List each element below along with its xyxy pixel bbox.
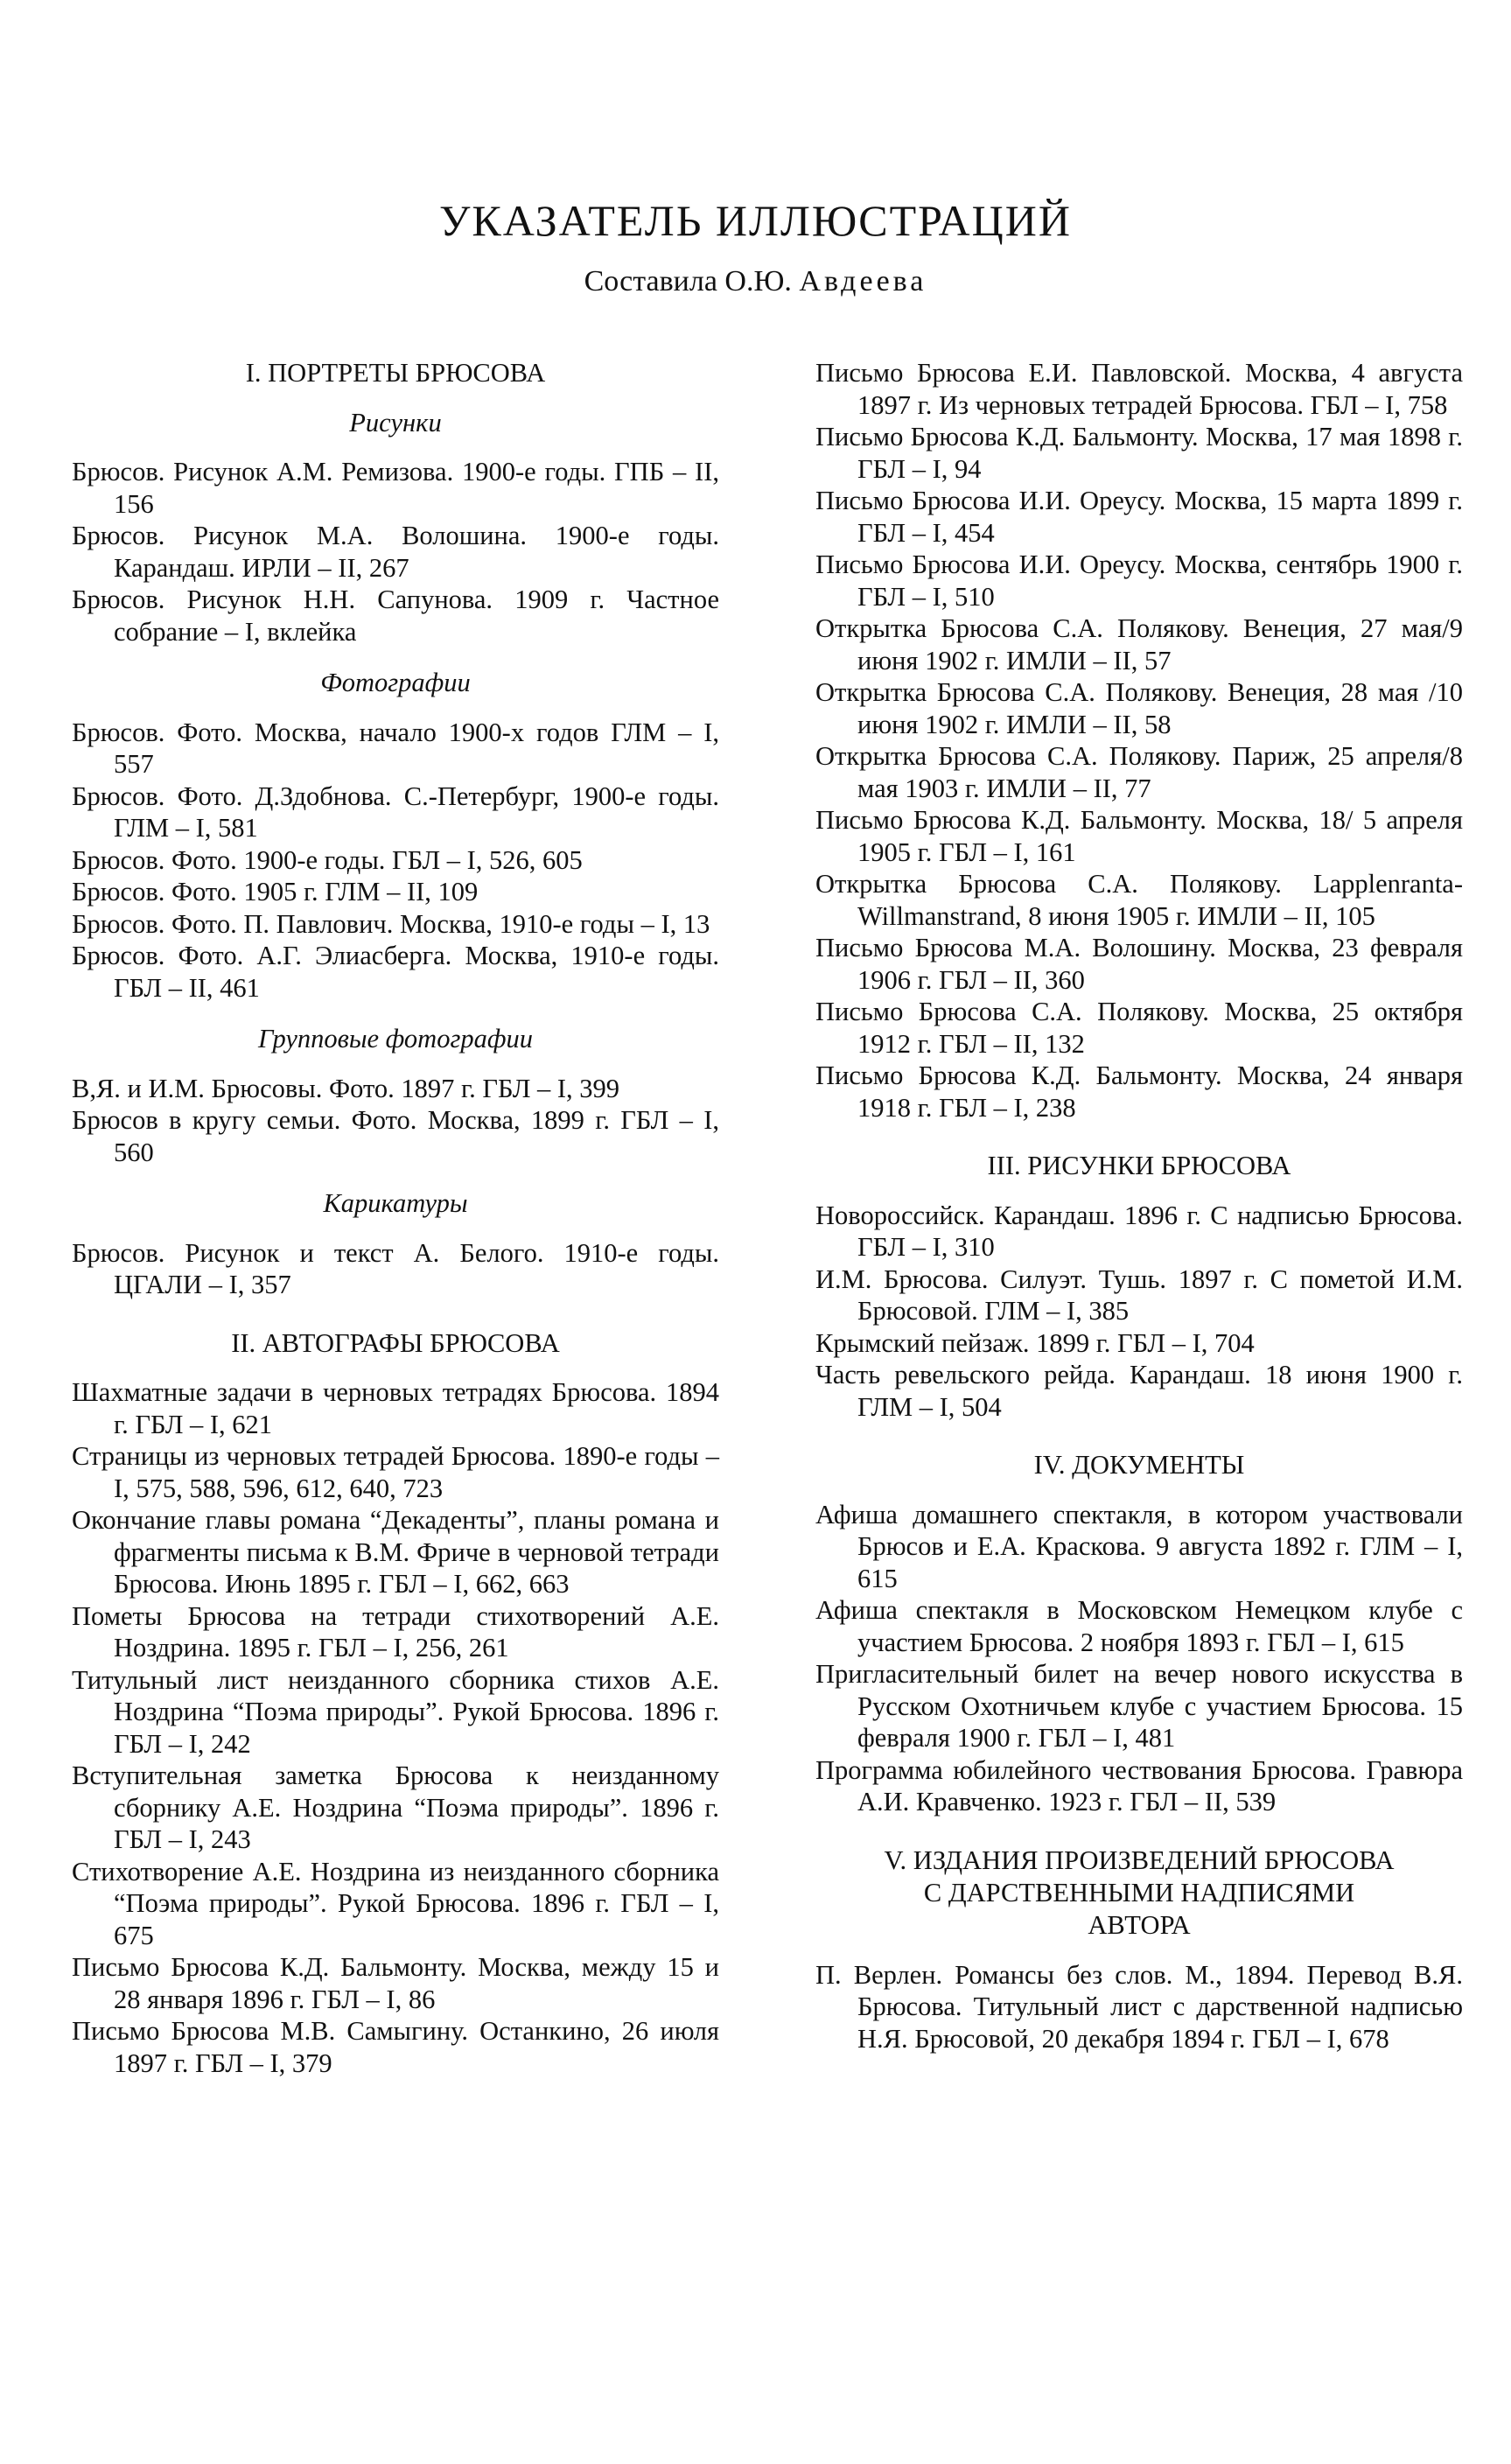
section-heading-line: С ДАРСТВЕННЫМИ НАДПИСЯМИ — [923, 1877, 1355, 1908]
list-item: Открытка Брюсова С.А. Полякову. Lapplenranta-Willmanstrand, 8 июня 1905 г. ИМЛИ – II, 105 — [815, 869, 1463, 931]
list-item: Титульный лист неизданного сборника стихов А.Е. Ноздрина “Поэма природы”. Рукой Брюсова. 1896 г. ГБЛ – I, 242 — [72, 1664, 719, 1759]
list-item: Афиша спектакля в Московском Немецком клубе с участием Брюсова. 2 ноября 1893 г. ГБЛ – I, 615 — [815, 1595, 1463, 1657]
list-item: Часть ревельского рейда. Карандаш. 18 июня 1900 г. ГЛМ – I, 504 — [815, 1360, 1463, 1422]
list-item: Брюсов. Рисунок А.М. Ремизова. 1900-е годы. ГПБ – II, 156 — [72, 457, 719, 519]
list-item: Письмо Брюсова И.И. Ореусу. Москва, 15 марта 1899 г. ГБЛ – I, 454 — [815, 486, 1463, 548]
list-item: Брюсов. Рисунок М.А. Волошина. 1900-е годы. Карандаш. ИРЛИ – II, 267 — [72, 521, 719, 583]
list-item: Брюсов. Рисунок и текст А. Белого. 1910-е годы. ЦГАЛИ – I, 357 — [72, 1237, 719, 1299]
section-heading-line: АВТОРА — [1088, 1909, 1191, 1940]
list-item: Крымский пейзаж. 1899 г. ГБЛ – I, 704 — [815, 1327, 1255, 1358]
subsection-heading: Групповые фотографии — [257, 1024, 534, 1054]
list-item: Новороссийск. Карандаш. 1896 г. С надписью Брюсова. ГБЛ – I, 310 — [815, 1200, 1463, 1262]
list-item: Письмо Брюсова К.Д. Бальмонту. Москва, 18/ 5 апреля 1905 г. ГБЛ – I, 161 — [815, 805, 1463, 867]
list-item: В,Я. и И.М. Брюсовы. Фото. 1897 г. ГБЛ – I, 399 — [72, 1073, 620, 1103]
list-item: Письмо Брюсова К.Д. Бальмонту. Москва, 24 января 1918 г. ГБЛ – I, 238 — [815, 1060, 1463, 1123]
list-item: Брюсов. Фото. 1900-е годы. ГБЛ – I, 526, 605 — [72, 844, 583, 875]
list-item: Шахматные задачи в черновых тетрадях Брюсова. 1894 г. ГБЛ – I, 621 — [72, 1377, 719, 1439]
list-item: Открытка Брюсова С.А. Полякову. Париж, 25 апреля/8 мая 1903 г. ИМЛИ – II, 77 — [815, 741, 1463, 803]
list-item: Письмо Брюсова М.А. Волошину. Москва, 23 февраля 1906 г. ГБЛ – II, 360 — [815, 933, 1463, 995]
list-item: Брюсов. Рисунок Н.Н. Сапунова. 1909 г. Частное собрание – I, вклейка — [72, 584, 719, 647]
list-item: Брюсов. Фото. П. Павлович. Москва, 1910-е годы – I, 13 — [72, 908, 710, 939]
section-heading: II. АВТОГРАФЫ БРЮСОВА — [231, 1327, 560, 1358]
list-item: Письмо Брюсова Е.И. Павловской. Москва, 4 августа 1897 г. Из черновых тетрадей Брюсова. ГБЛ – I, 758 — [815, 358, 1463, 420]
list-item: Письмо Брюсова М.В. Самыгину. Останкино, 26 июля 1897 г. ГБЛ – I, 379 — [72, 2016, 719, 2078]
section-heading-line: V. ИЗДАНИЯ ПРОИЗВЕДЕНИЙ БРЮСОВА — [884, 1844, 1395, 1875]
compiler-name: Авдеева — [799, 265, 927, 298]
list-item: Брюсов. Фото. Москва, начало 1900-х годов ГЛМ – I, 557 — [72, 717, 719, 779]
page-title: УКАЗАТЕЛЬ ИЛЛЮСТРАЦИЙ — [439, 196, 1072, 245]
section-heading: III. РИСУНКИ БРЮСОВА — [987, 1151, 1291, 1180]
list-item: П. Верлен. Романсы без слов. М., 1894. Перевод В.Я. Брюсова. Титульный лист с дарственной надписью Н.Я. Брюсовой, 20 декабря 1894 г. ГБЛ – I, 678 — [815, 1959, 1463, 2054]
list-item: Стихотворение А.Е. Ноздрина из неизданного сборника “Поэма природы”. Рукой Брюсова. 1896 г. ГБЛ – I, 675 — [72, 1856, 719, 1950]
section-heading: IV. ДОКУМЕНТЫ — [1033, 1450, 1245, 1480]
list-item: Письмо Брюсова К.Д. Бальмонту. Москва, 17 мая 1898 г. ГБЛ – I, 94 — [815, 422, 1463, 484]
compiler-line — [0, 262, 1511, 301]
list-item: Брюсов в кругу семьи. Фото. Москва, 1899 г. ГБЛ – I, 560 — [72, 1105, 719, 1167]
list-item: Окончание главы романа “Декаденты”, планы романа и фрагменты письма к В.М. Фриче в черновой тетради Брюсова. Июнь 1895 г. ГБЛ – I, 662, 663 — [72, 1505, 719, 1599]
list-item: Брюсов. Фото. Д.Здобнова. С.-Петербург, 1900-е годы. ГЛМ – I, 581 — [72, 780, 719, 843]
right-column — [815, 357, 1463, 2054]
compiler-label: Составила О.Ю. — [584, 265, 792, 298]
list-item: Пригласительный билет на вечер нового искусства в Русском Охотничьем клубе с участием Брюсова. 15 февраля 1900 г. ГБЛ – I, 481 — [815, 1659, 1463, 1753]
list-item: Программа юбилейного чествования Брюсова. Гравюра А.И. Кравченко. 1923 г. ГБЛ – II, 539 — [815, 1754, 1463, 1816]
list-item: И.М. Брюсова. Силуэт. Тушь. 1897 г. С пометой И.М. Брюсовой. ГЛМ – I, 385 — [815, 1264, 1463, 1326]
list-item: Афиша домашнего спектакля, в котором участвовали Брюсов и Е.А. Краскова. 9 августа 1892 г. ГЛМ – I, 615 — [815, 1499, 1463, 1593]
list-item: Вступительная заметка Брюсова к неизданному сборнику А.Е. Ноздрина “Поэма природы”. 1896 г. ГБЛ – I, 243 — [72, 1760, 719, 1854]
list-item: Брюсов. Фото. А.Г. Элиасберга. Москва, 1910-е годы. ГБЛ – II, 461 — [72, 941, 719, 1003]
list-item: Пометы Брюсова на тетради стихотворений А.Е. Ноздрина. 1895 г. ГБЛ – I, 256, 261 — [72, 1600, 719, 1662]
section-heading: I. ПОРТРЕТЫ БРЮСОВА — [245, 358, 546, 388]
section-heading — [815, 1844, 1463, 1942]
list-item: Страницы из черновых тетрадей Брюсова. 1890-е годы – I, 575, 588, 596, 612, 640, 723 — [72, 1441, 719, 1503]
list-item: Письмо Брюсова С.А. Полякову. Москва, 25 октября 1912 г. ГБЛ – II, 132 — [815, 997, 1463, 1059]
list-item: Открытка Брюсова С.А. Полякову. Венеция, 27 мая/9 июня 1902 г. ИМЛИ – II, 57 — [815, 613, 1463, 676]
list-item: Письмо Брюсова К.Д. Бальмонту. Москва, между 15 и 28 января 1896 г. ГБЛ – I, 86 — [72, 1952, 719, 2014]
subsection-heading: Рисунки — [349, 407, 442, 438]
subsection-heading: Фотографии — [320, 668, 471, 697]
list-item: Открытка Брюсова С.А. Полякову. Венеция, 28 мая /10 июня 1902 г. ИМЛИ – II, 58 — [815, 677, 1463, 739]
list-item: Брюсов. Фото. 1905 г. ГЛМ – II, 109 — [72, 877, 479, 906]
subsection-heading: Карикатуры — [323, 1188, 468, 1218]
left-column — [72, 357, 719, 2079]
list-item: Письмо Брюсова И.И. Ореусу. Москва, сентябрь 1900 г. ГБЛ – I, 510 — [815, 550, 1463, 612]
